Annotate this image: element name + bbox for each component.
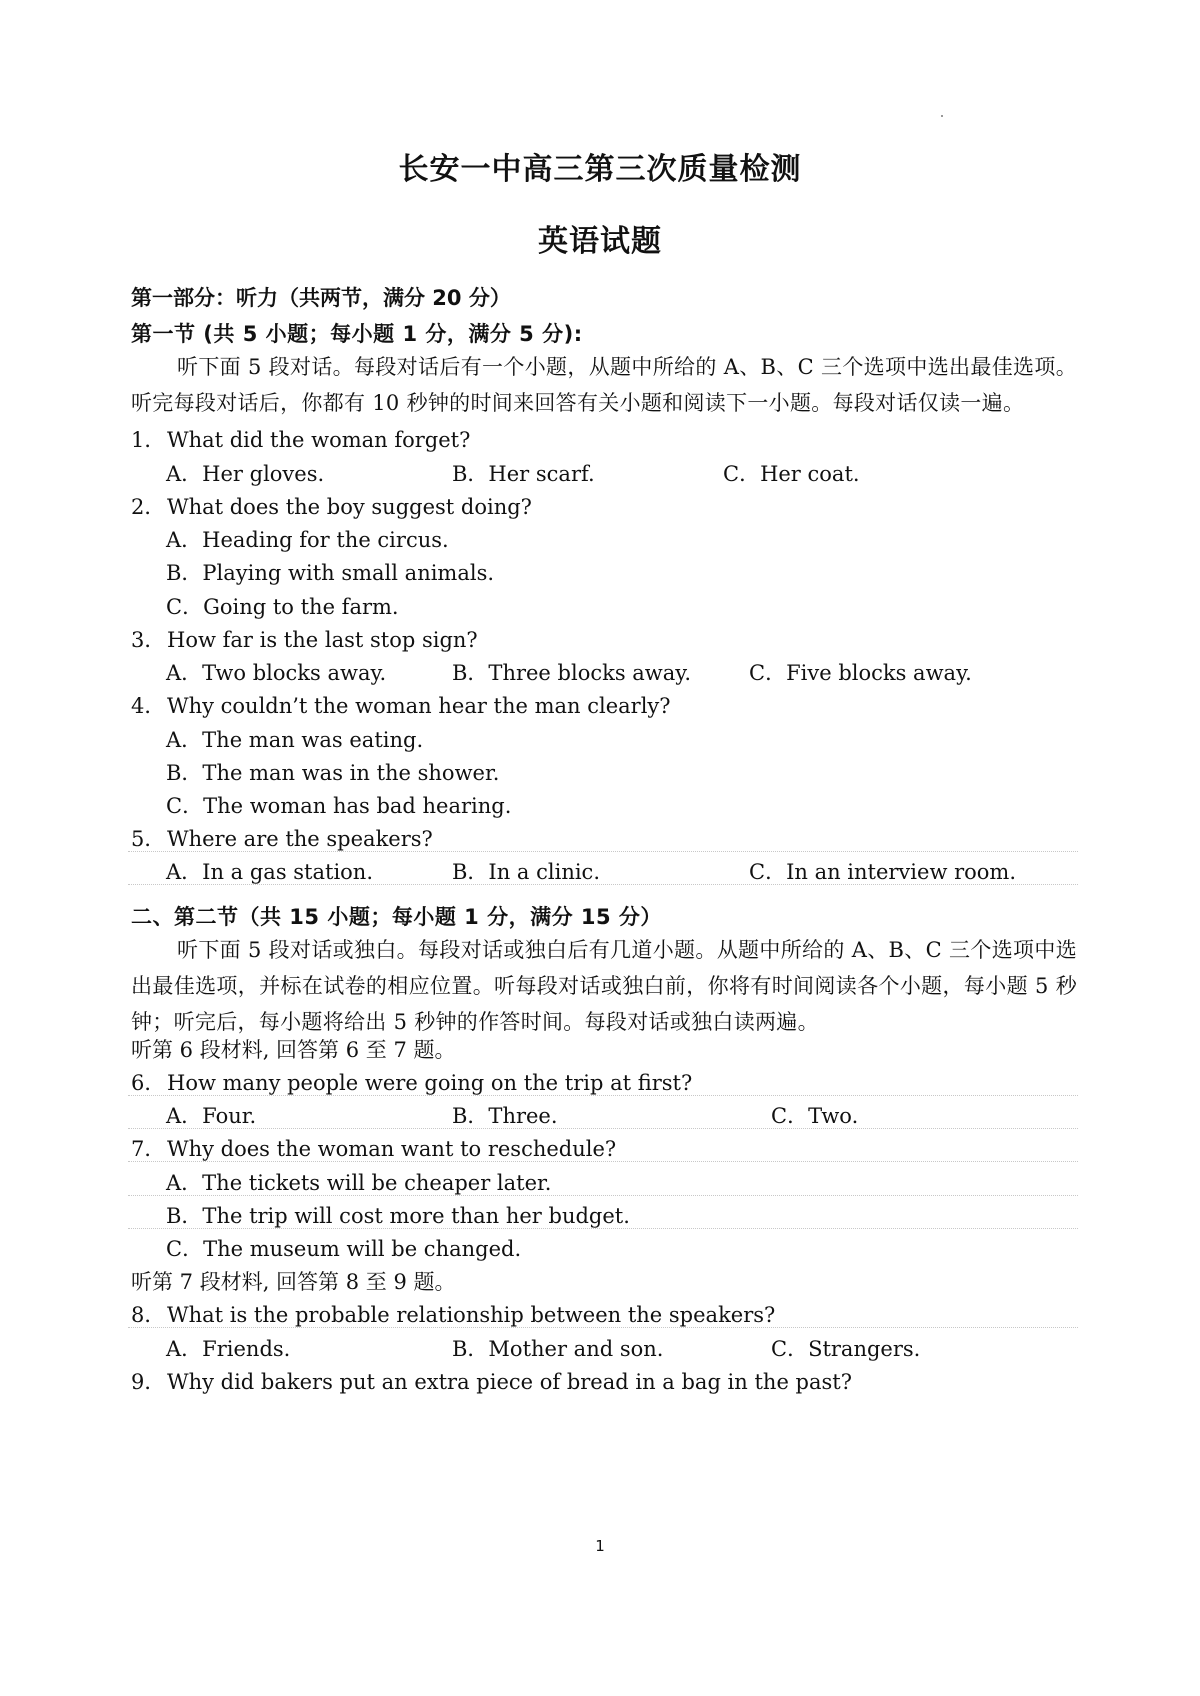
option-a: A．In a gas station. xyxy=(166,860,374,884)
question-text: Why did bakers put an extra piece of bread in a bag in the past? xyxy=(167,1370,852,1394)
option-c: C．Two. xyxy=(771,1104,859,1128)
question-text: What does the boy suggest doing? xyxy=(167,495,532,519)
question-text: How far is the last stop sign? xyxy=(167,628,478,652)
question-4 xyxy=(131,690,671,720)
part1-heading: 第一部分：听力（共两节，满分 20 分） xyxy=(131,286,511,310)
option-a: A．Two blocks away. xyxy=(166,661,387,685)
question-number: 4． xyxy=(131,694,166,718)
page-number: 1 xyxy=(595,1537,605,1555)
exam-subtitle: 英语试题 xyxy=(538,224,662,259)
option-b: B．Three blocks away. xyxy=(452,661,692,685)
option-b: B．Her scarf. xyxy=(452,462,595,486)
question-text: What did the woman forget? xyxy=(167,428,471,452)
question-3 xyxy=(131,624,478,654)
question-number: 8． xyxy=(131,1303,166,1327)
option-b: B．Three. xyxy=(452,1104,558,1128)
question-number: 6． xyxy=(131,1071,166,1095)
option-a: A．Heading for the circus. xyxy=(166,528,449,552)
question-text: Why does the woman want to reschedule? xyxy=(167,1137,617,1161)
question-text: Where are the speakers? xyxy=(167,827,433,851)
scan-speck xyxy=(941,115,943,117)
option-a: A．Her gloves. xyxy=(166,462,325,486)
question-text: What is the probable relationship between the speakers? xyxy=(167,1303,776,1327)
dotted-rule xyxy=(128,1161,1078,1162)
option-b: B．The trip will cost more than her budget. xyxy=(166,1204,630,1228)
material-7-note: 听第 7 段材料, 回答第 8 至 9 题。 xyxy=(131,1270,456,1294)
question-number: 3． xyxy=(131,628,166,652)
option-c: C．Five blocks away. xyxy=(749,661,972,685)
dotted-rule xyxy=(128,1128,1078,1129)
question-text: Why couldn’t the woman hear the man clearly? xyxy=(167,694,671,718)
exam-title: 长安一中高三第三次质量检测 xyxy=(398,152,802,187)
question-5 xyxy=(131,823,433,853)
option-c: C．The woman has bad hearing. xyxy=(166,794,512,818)
section1-heading: 第一节 (共 5 小题；每小题 1 分，满分 5 分): xyxy=(131,322,583,346)
option-a: A．Friends. xyxy=(166,1337,291,1361)
question-9 xyxy=(131,1366,852,1396)
question-number: 7． xyxy=(131,1137,166,1161)
question-number: 1． xyxy=(131,428,166,452)
option-b: B．Mother and son. xyxy=(452,1337,664,1361)
question-7 xyxy=(131,1133,616,1163)
option-a: A．The man was eating. xyxy=(166,728,424,752)
option-c: C．Her coat. xyxy=(723,462,860,486)
dotted-rule xyxy=(128,1228,1078,1229)
option-c: C．Strangers. xyxy=(771,1337,921,1361)
material-6-note: 听第 6 段材料, 回答第 6 至 7 题。 xyxy=(131,1038,456,1062)
question-2 xyxy=(131,491,532,521)
dotted-rule xyxy=(128,1327,1078,1328)
question-number: 9． xyxy=(131,1370,166,1394)
section2-heading: 二、第二节（共 15 小题；每小题 1 分，满分 15 分） xyxy=(131,905,662,929)
option-a: A．The tickets will be cheaper later. xyxy=(166,1171,552,1195)
section2-instructions: 听下面 5 段对话或独白。每段对话或独白后有几道小题。从题中所给的 A、B、C 三个选项中选出最佳选项，并标在试卷的相应位置。听每段对话或独白前，你将有时间阅读各个小题，每小题 5 秒钟；听完后，每小题将给出 5 秒钟的作答时间。每段对话或独白读两遍。 xyxy=(131,938,1077,1034)
section1-instructions: 听下面 5 段对话。每段对话后有一个小题，从题中所给的 A、B、C 三个选项中选出最佳选项。听完每段对话后，你都有 10 秒钟的时间来回答有关小题和阅读下一小题。每段对话仅读一遍。 xyxy=(131,355,1077,415)
option-b: B．In a clinic. xyxy=(452,860,600,884)
option-c: C．In an interview room. xyxy=(749,860,1017,884)
question-number: 5． xyxy=(131,827,166,851)
option-c: C．The museum will be changed. xyxy=(166,1237,522,1261)
dotted-rule xyxy=(128,1095,1078,1096)
question-text: How many people were going on the trip at first? xyxy=(167,1071,693,1095)
option-a: A．Four. xyxy=(166,1104,257,1128)
dotted-rule xyxy=(128,851,1078,852)
dotted-rule xyxy=(128,884,1078,885)
question-number: 2． xyxy=(131,495,166,519)
dotted-rule xyxy=(128,1195,1078,1196)
option-b: B．The man was in the shower. xyxy=(166,761,500,785)
option-c: C．Going to the farm. xyxy=(166,595,399,619)
option-b: B．Playing with small animals. xyxy=(166,561,495,585)
question-8 xyxy=(131,1299,775,1329)
question-6 xyxy=(131,1067,692,1097)
question-1 xyxy=(131,424,470,454)
